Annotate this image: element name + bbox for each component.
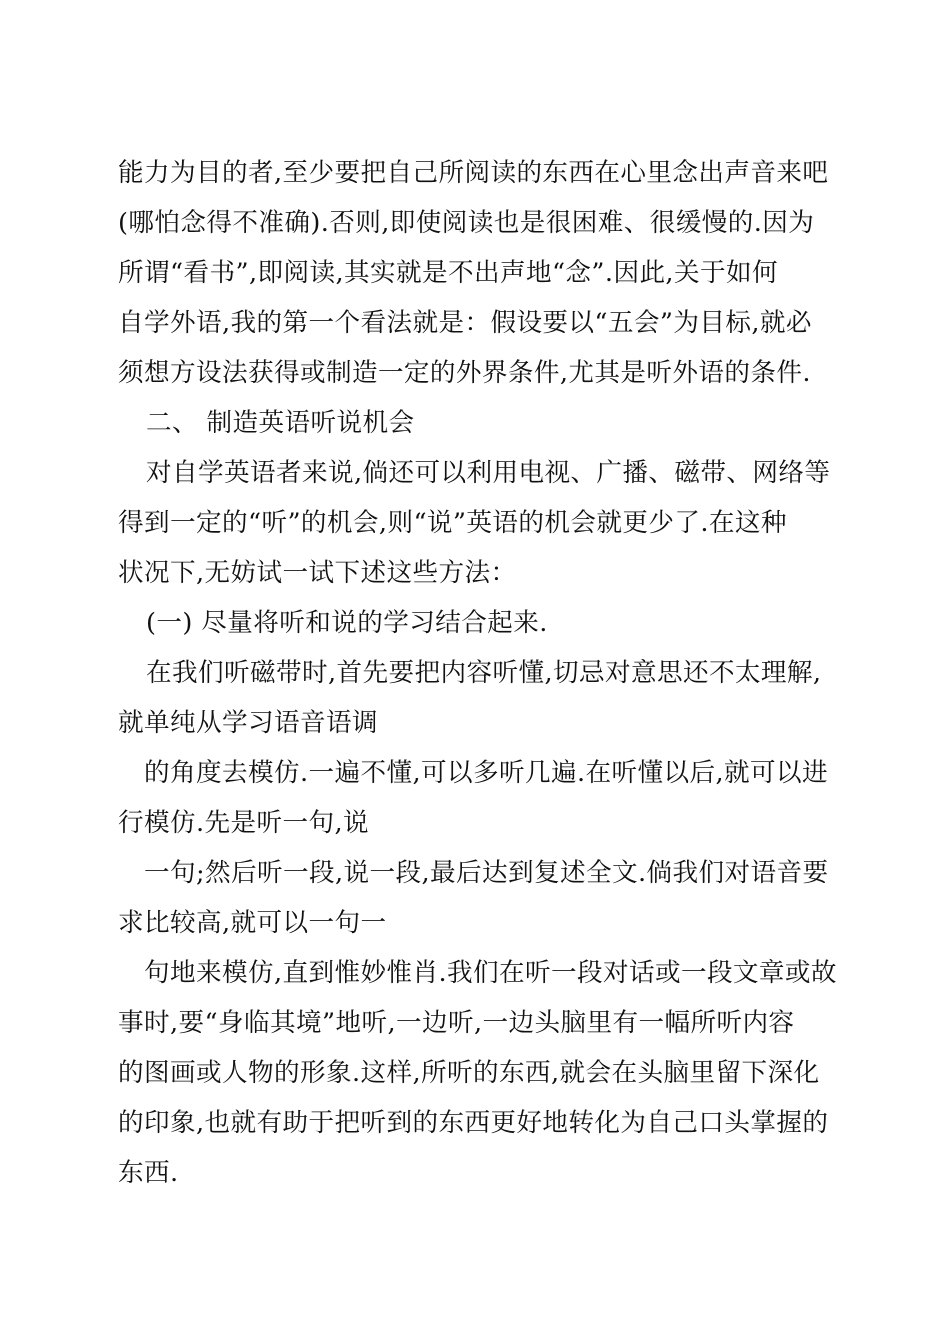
text-line: 东西.	[118, 1158, 179, 1188]
text-line: 行模仿.先是听一句,说	[118, 808, 370, 838]
section-heading: 二、 制造英语听说机会	[146, 408, 415, 438]
text-line: (哪怕念得不准确).否则,即使阅读也是很困难、很缓慢的.因为	[118, 208, 815, 238]
text-line: 的角度去模仿.一遍不懂,可以多听几遍.在听懂以后,就可以进	[144, 758, 828, 788]
document-body	[118, 148, 838, 1198]
text-line: 对自学英语者来说,倘还可以利用电视、广播、磁带、网络等	[146, 458, 831, 488]
text-line: 所谓“看书”,即阅读,其实就是不出声地“念”.因此,关于如何	[118, 258, 778, 288]
text-line: 得到一定的“听”的机会,则“说”英语的机会就更少了.在这种	[118, 508, 787, 538]
text-line: 就单纯从学习语音语调	[118, 708, 378, 738]
text-line: 事时,要“身临其境”地听,一边听,一边头脑里有一幅所听内容	[118, 1008, 795, 1038]
text-line: 须想方设法获得或制造一定的外界条件,尤其是听外语的条件.	[118, 358, 811, 388]
text-line: 一句;然后听一段,说一段,最后达到复述全文.倘我们对语音要	[144, 858, 829, 888]
text-line: 的印象,也就有助于把听到的东西更好地转化为自己口头掌握的	[118, 1108, 829, 1138]
text-line: 求比较高,就可以一句一	[118, 908, 387, 938]
subsection-heading: (一) 尽量将听和说的学习结合起来.	[146, 608, 548, 638]
text-line: 状况下,无妨试一试下述这些方法：	[118, 558, 517, 588]
text-line: 能力为目的者,至少要把自己所阅读的东西在心里念出声音来吧	[118, 158, 829, 188]
text-line: 自学外语,我的第一个看法就是：假设要以“五会”为目标,就必	[118, 308, 812, 338]
text-line: 在我们听磁带时,首先要把内容听懂,切忌对意思还不太理解,	[146, 658, 822, 688]
text-line: 句地来模仿,直到惟妙惟肖.我们在听一段对话或一段文章或故	[144, 958, 837, 988]
text-line: 的图画或人物的形象.这样,所听的东西,就会在头脑里留下深化	[118, 1058, 820, 1088]
